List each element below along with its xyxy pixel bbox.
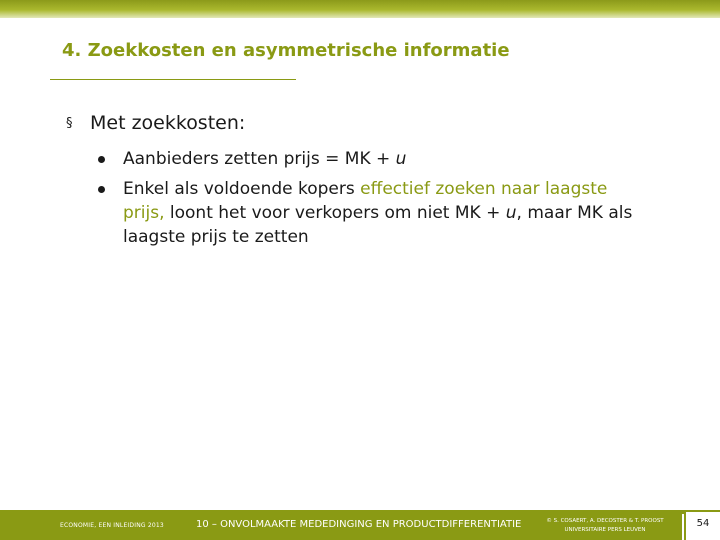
round-bullet-icon — [98, 156, 105, 163]
sub-bullet-2-text: Enkel als voldoende kopers effectief zoeken naar laagste prijs, loont het voor verkopers om niet MK + u, maar MK als laagste prijs te zetten — [123, 179, 633, 247]
page-number: 54 — [686, 512, 720, 540]
bullet-level1-text: Met zoekkosten: — [90, 112, 246, 134]
round-bullet-icon — [98, 186, 105, 193]
section-bullet-icon: § — [66, 116, 73, 131]
sub-bullet-1-text: Aanbieders zetten prijs = MK + u — [123, 149, 407, 169]
footer-bar — [0, 510, 720, 540]
footer-copyright: © S. COSAERT, A. DECOSTER & T. PROOST UNIVERSITAIRE PERS LEUVEN — [546, 518, 664, 533]
title-underline — [50, 79, 296, 80]
bullet-level1 — [66, 112, 245, 134]
footer-chapter-title: 10 – ONVOLMAAKTE MEDEDINGING EN PRODUCTDIFFERENTIATIE — [196, 519, 522, 530]
highlighted-phrase: effectief zoeken naar laagste prijs, — [123, 179, 608, 223]
slide-title: 4. Zoekkosten en asymmetrische informatie — [62, 40, 510, 61]
footer-book-title: ECONOMIE, EEN INLEIDING 2013 — [60, 522, 164, 529]
top-accent-bar — [0, 0, 720, 18]
footer-divider — [682, 514, 684, 540]
